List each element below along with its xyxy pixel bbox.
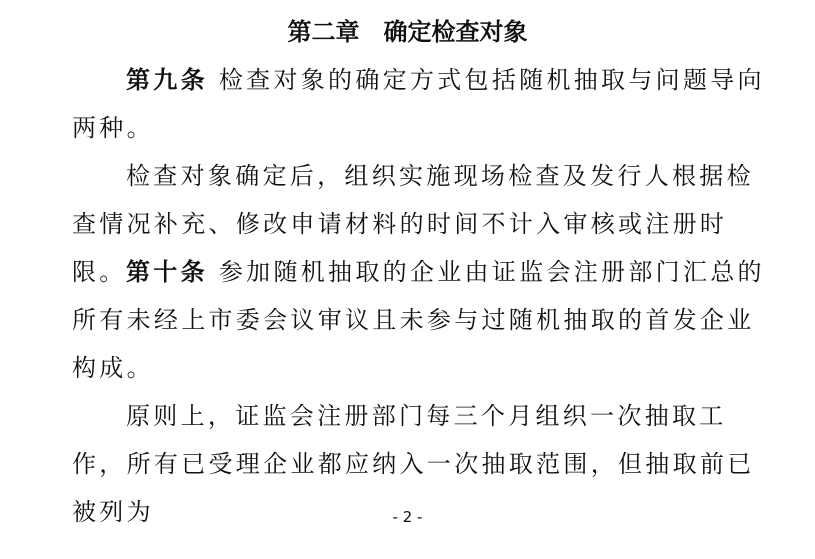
article-number: 第十条 <box>126 258 208 286</box>
article-text: 检查对象的确定方式包括随机抽取与问题导向两种。 <box>72 66 765 142</box>
page-number: - 2 - <box>392 508 423 526</box>
article-separator <box>208 66 219 94</box>
article-number: 第九条 <box>126 66 208 94</box>
article-separator <box>208 258 219 286</box>
article-paragraph <box>72 248 772 392</box>
article-paragraph <box>72 56 772 152</box>
paragraph-text: 原则上，证监会注册部门每三个月组织一次抽取工作，所有已受理企业都应纳入一次抽取范围，但抽取前已被列为 <box>72 402 755 526</box>
chapter-title: 第二章 确定检查对象 <box>287 18 528 46</box>
article-text: 参加随机抽取的企业由证监会注册部门汇总的所有未经上市委会议审议且未参与过随机抽取的首发企业构成。 <box>72 258 765 382</box>
paragraph-text: 检查对象确定后，组织实施现场检查及发行人根据检查情况补充、修改申请材料的时间不计入审核或注册时限。 <box>72 162 754 286</box>
